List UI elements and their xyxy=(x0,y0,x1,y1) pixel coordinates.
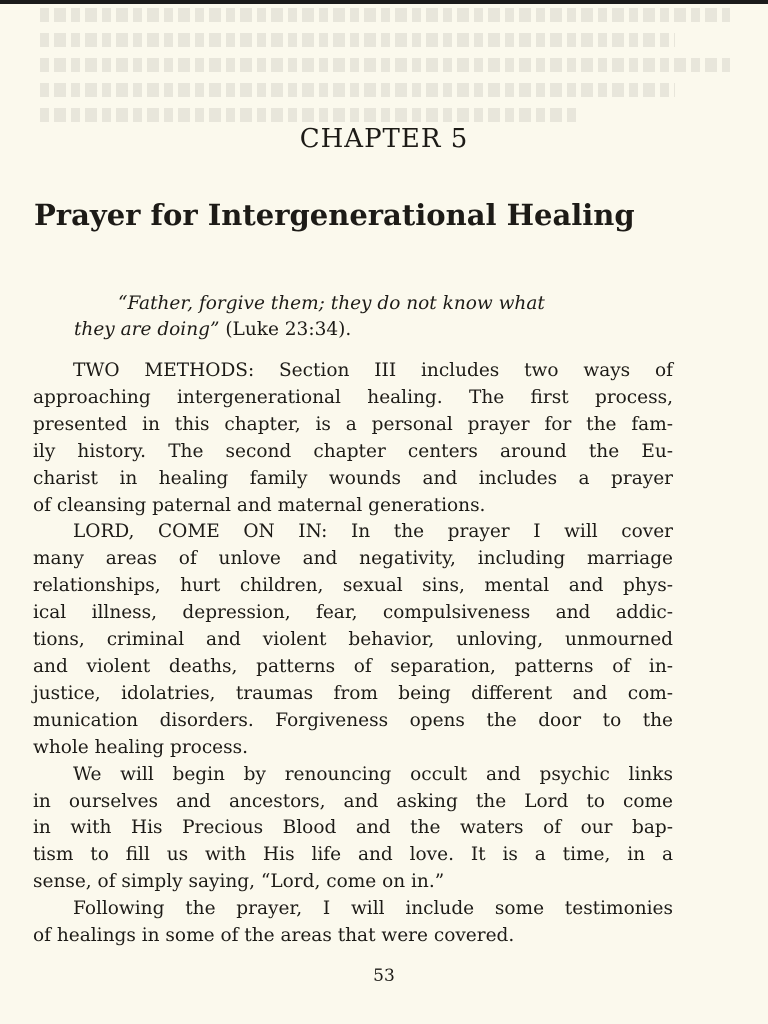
body-line: TWO METHODS: Section III includes two ways of xyxy=(73,360,673,381)
chapter-title: Prayer for Intergenerational Healing xyxy=(34,198,635,232)
epigraph-citation: (Luke 23:34). xyxy=(219,319,352,340)
body-line: of healings in some of the areas that were covered. xyxy=(33,925,515,947)
page-number: 53 xyxy=(373,966,395,986)
body-line: in with His Precious Blood and the waters of our bap- xyxy=(33,817,673,839)
show-through-text xyxy=(40,8,730,138)
body-line: in ourselves and ancestors, and asking the Lord to come xyxy=(33,790,673,812)
epigraph-quote-line-2: they are doing” xyxy=(74,319,220,340)
body-line: charist in healing family wounds and includes a prayer xyxy=(33,467,673,489)
body-line: justice, idolatries, traumas from being different and com- xyxy=(33,682,673,704)
body-line: relationships, hurt children, sexual sins, mental and phys- xyxy=(33,575,673,597)
body-line: sense, of simply saying, “Lord, come on in.” xyxy=(33,871,445,893)
body-line: and violent deaths, patterns of separation, patterns of in- xyxy=(33,655,673,677)
body-line: approaching intergenerational healing. The first process, xyxy=(33,386,673,408)
body-line: many areas of unlove and negativity, including marriage xyxy=(33,548,673,570)
epigraph-line-2 xyxy=(74,317,674,343)
body-line: munication disorders. Forgiveness opens the door to the xyxy=(33,709,673,731)
body-line: We will begin by renouncing occult and psychic links xyxy=(73,763,673,785)
chapter-label: CHAPTER 5 xyxy=(299,124,469,154)
page-top-edge xyxy=(0,0,768,4)
body-line: ical illness, depression, fear, compulsiveness and addic- xyxy=(33,602,673,624)
epigraph-quote-line-1: “Father, forgive them; they do not know what xyxy=(118,293,545,314)
body-line: presented in this chapter, is a personal prayer for the fam- xyxy=(33,413,673,435)
body-text xyxy=(33,358,673,950)
body-line: LORD, COME ON IN: In the prayer I will cover xyxy=(73,521,673,543)
body-line: tions, criminal and violent behavior, unloving, unmourned xyxy=(33,629,673,651)
body-line: of cleansing paternal and maternal generations. xyxy=(33,494,486,516)
body-line: ily history. The second chapter centers around the Eu- xyxy=(33,440,673,462)
body-line: Following the prayer, I will include some testimonies xyxy=(73,898,673,920)
body-line: whole healing process. xyxy=(33,736,248,758)
epigraph xyxy=(74,291,674,343)
body-line: tism to fill us with His life and love. It is a time, in a xyxy=(33,844,673,866)
